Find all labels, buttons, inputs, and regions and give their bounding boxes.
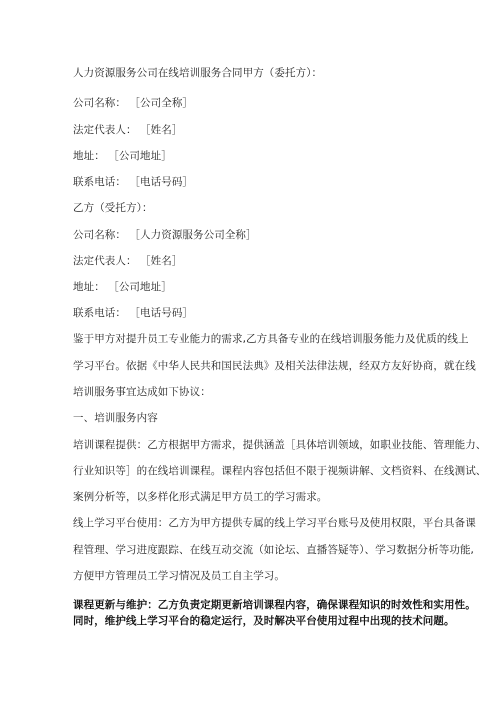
party-b-company-name: 公司名称： ［人力资源服务公司全称］ (73, 229, 257, 241)
party-a-address: 地址： ［公司地址］ (73, 150, 172, 162)
clause-platform-line: 方便甲方管理员工学习情况及员工自主学习。 (73, 570, 285, 582)
preamble-line: 学习平台。依据《中华人民共和国民法典》及相关法律法规，经双方友好协商，就在线 (73, 360, 476, 372)
clause-course-line: 培训课程提供：乙方根据甲方需求，提供涵盖［具体培训领域，如职业技能、管理能力、 (73, 439, 487, 451)
preamble-line: 培训服务事宜达成如下协议： (73, 386, 211, 398)
clause-course-line: 案例分析等，以多样化形式满足甲方员工的学习需求。 (73, 491, 328, 503)
clause-platform-line: 程管理、学习进度跟踪、在线互动交流（如论坛、直播答疑等）、学习数据分析等功能, (73, 544, 474, 556)
party-a-phone: 联系电话： ［电话号码］ (73, 176, 194, 188)
section-title: 一、培训服务内容 (73, 412, 158, 424)
party-a-legal-representative: 法定代表人： ［姓名］ (73, 124, 183, 136)
contract-heading: 人力资源服务公司在线培训服务合同甲方（委托方）： (73, 67, 323, 79)
party-b-title: 乙方（受托方）： (73, 202, 153, 214)
clause-platform-line: 线上学习平台使用：乙方为甲方提供专属的线上学习平台账号及使用权限，平台具备课 (73, 517, 476, 529)
clause-update-line: 同时，维护线上学习平台的稳定运行，及时解决平台使用过程中出现的技术问题。 (73, 615, 455, 627)
party-b-phone: 联系电话： ［电话号码］ (73, 307, 194, 319)
party-b-address: 地址： ［公司地址］ (73, 281, 172, 293)
party-a-company-name: 公司名称： ［公司全称］ (73, 97, 194, 109)
party-b-legal-representative: 法定代表人： ［姓名］ (73, 255, 183, 267)
clause-course-line: 行业知识等］的在线培训课程。课程内容包括但不限于视频讲解、文档资料、在线测试、 (73, 465, 487, 477)
preamble-line: 鉴于甲方对提升员工专业能力的需求,乙方具备专业的在线培训服务能力及优质的线上 (73, 333, 469, 345)
clause-update-line: 课程更新与维护：乙方负责定期更新培训课程内容，确保课程知识的时效性和实用性。 (73, 599, 476, 611)
